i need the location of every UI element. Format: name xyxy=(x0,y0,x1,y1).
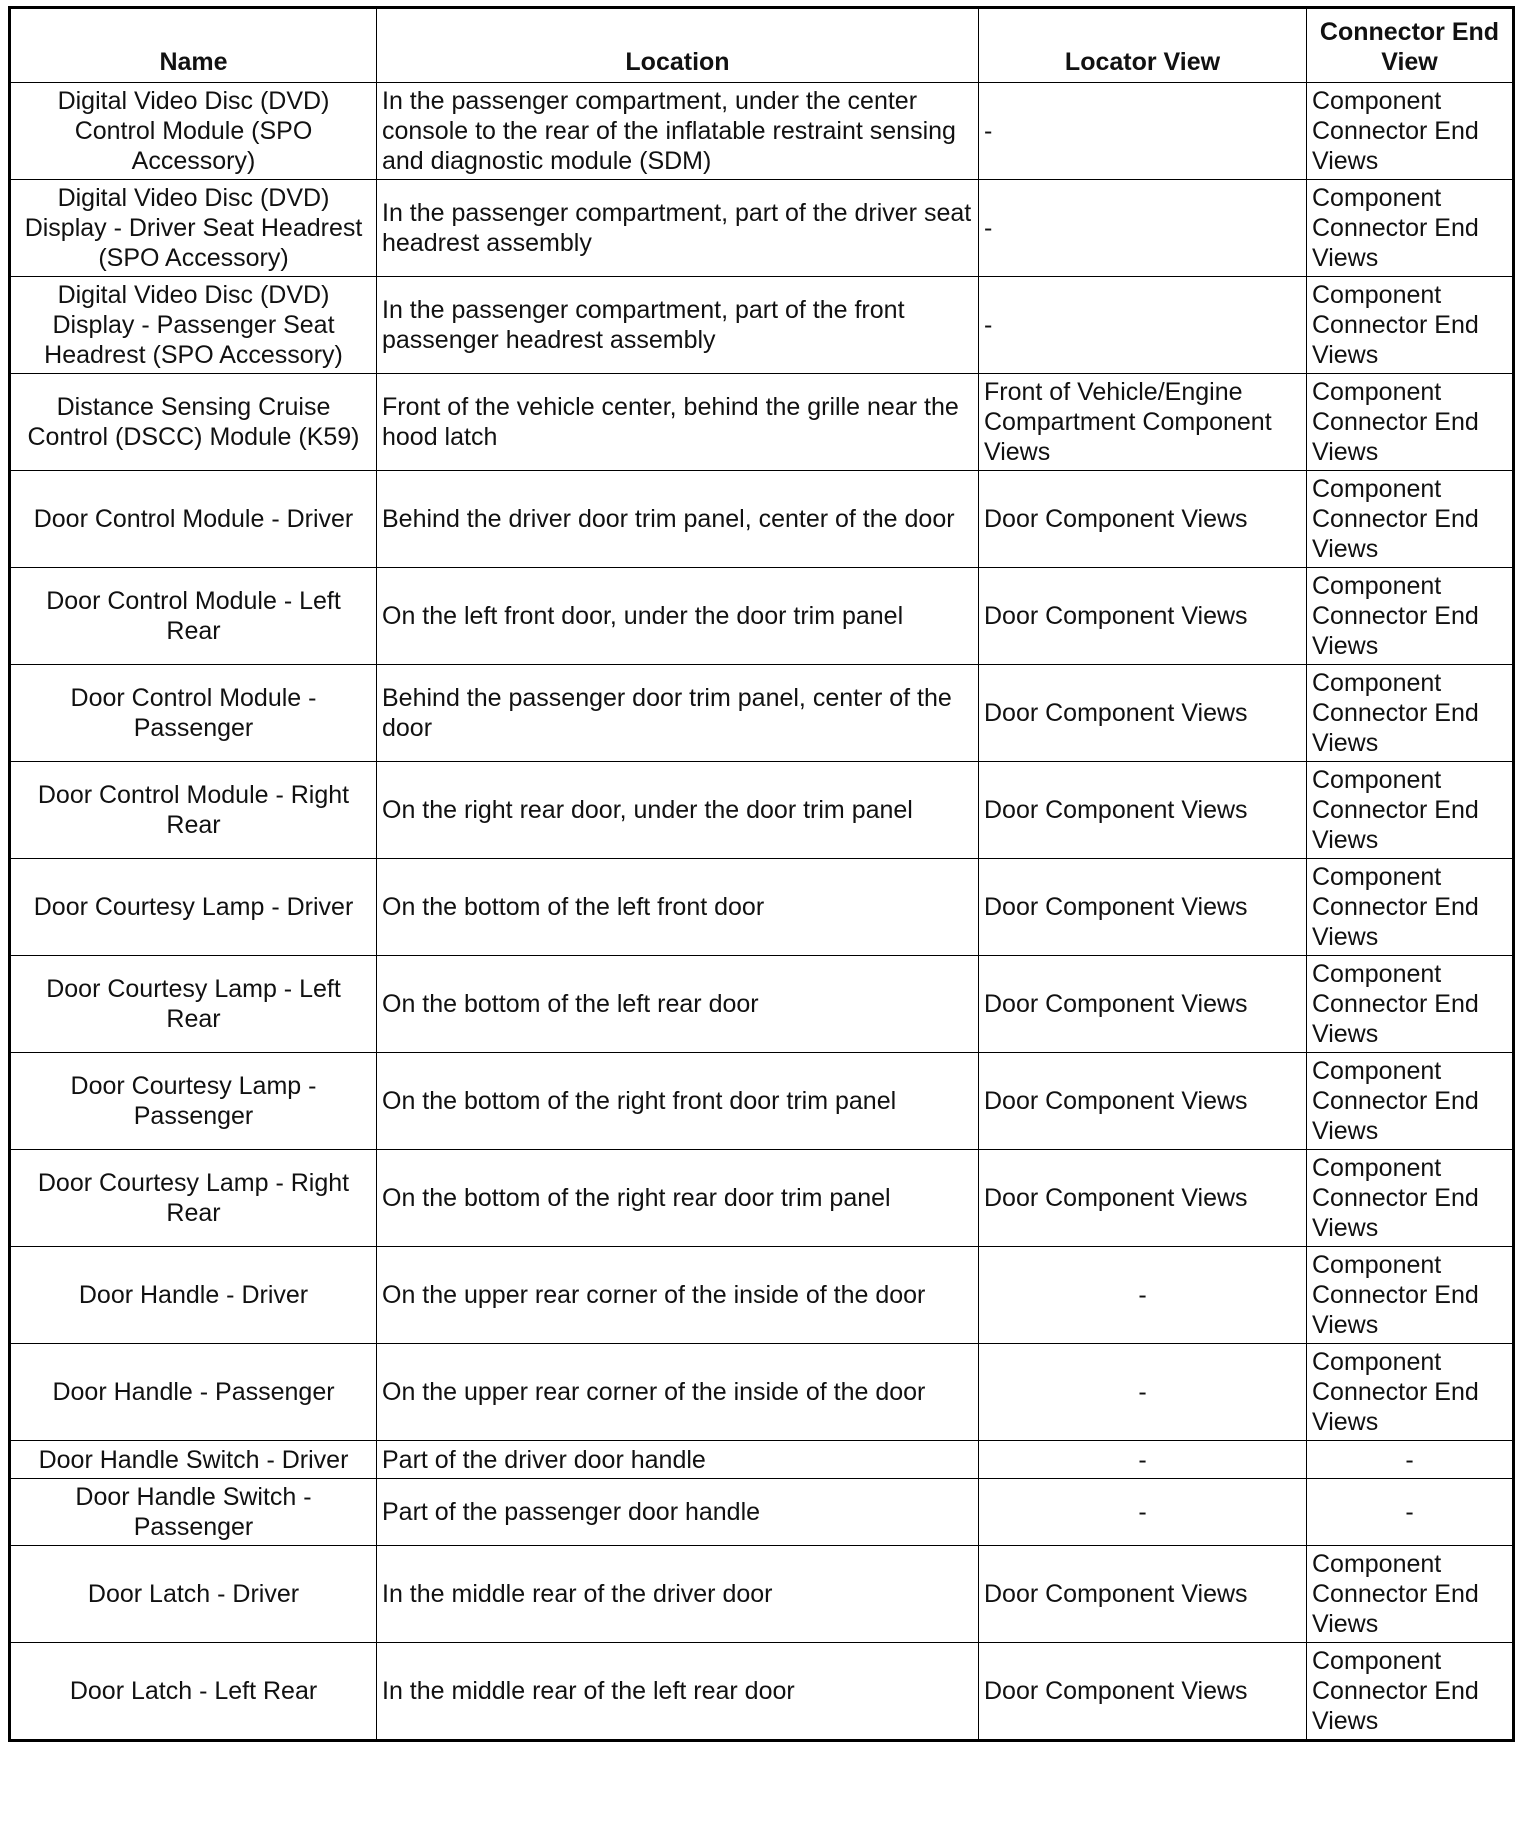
cell-name: Digital Video Disc (DVD) Display - Passenger Seat Headrest (SPO Accessory) xyxy=(10,277,377,374)
cell-locator-view: - xyxy=(979,1344,1307,1441)
cell-name: Door Courtesy Lamp - Right Rear xyxy=(10,1150,377,1247)
cell-location: In the middle rear of the left rear door xyxy=(377,1643,979,1741)
table-row xyxy=(10,665,1514,762)
header-row xyxy=(10,8,1514,83)
cell-location: On the upper rear corner of the inside of the door xyxy=(377,1247,979,1344)
cell-locator-view: Door Component Views xyxy=(979,471,1307,568)
cell-name: Door Latch - Driver xyxy=(10,1546,377,1643)
table-row xyxy=(10,83,1514,180)
cell-location: On the bottom of the left rear door xyxy=(377,956,979,1053)
cell-location: In the passenger compartment, part of the driver seat headrest assembly xyxy=(377,180,979,277)
cell-name: Door Handle - Passenger xyxy=(10,1344,377,1441)
header-name: Name xyxy=(10,8,377,83)
cell-connector-end-view: Component Connector End Views xyxy=(1307,568,1514,665)
cell-locator-view: - xyxy=(979,1247,1307,1344)
cell-name: Door Handle Switch - Driver xyxy=(10,1441,377,1479)
table-row xyxy=(10,180,1514,277)
cell-name: Door Courtesy Lamp - Driver xyxy=(10,859,377,956)
table-row xyxy=(10,1344,1514,1441)
cell-connector-end-view: Component Connector End Views xyxy=(1307,762,1514,859)
cell-locator-view: - xyxy=(979,277,1307,374)
cell-locator-view: - xyxy=(979,83,1307,180)
cell-locator-view: Front of Vehicle/Engine Compartment Component Views xyxy=(979,374,1307,471)
cell-location: Front of the vehicle center, behind the grille near the hood latch xyxy=(377,374,979,471)
table-row xyxy=(10,277,1514,374)
cell-name: Door Handle - Driver xyxy=(10,1247,377,1344)
cell-connector-end-view: Component Connector End Views xyxy=(1307,1053,1514,1150)
cell-location: On the bottom of the right rear door trim panel xyxy=(377,1150,979,1247)
cell-location: Part of the passenger door handle xyxy=(377,1479,979,1546)
cell-locator-view: - xyxy=(979,180,1307,277)
cell-connector-end-view: Component Connector End Views xyxy=(1307,1643,1514,1741)
cell-locator-view: Door Component Views xyxy=(979,568,1307,665)
cell-connector-end-view: Component Connector End Views xyxy=(1307,1247,1514,1344)
cell-connector-end-view: Component Connector End Views xyxy=(1307,859,1514,956)
cell-connector-end-view: - xyxy=(1307,1441,1514,1479)
table-row xyxy=(10,1441,1514,1479)
cell-location: In the passenger compartment, part of the front passenger headrest assembly xyxy=(377,277,979,374)
cell-name: Door Control Module - Left Rear xyxy=(10,568,377,665)
cell-location: On the bottom of the left front door xyxy=(377,859,979,956)
component-locator-table-container xyxy=(8,6,1512,1742)
cell-locator-view: Door Component Views xyxy=(979,859,1307,956)
cell-name: Door Handle Switch - Passenger xyxy=(10,1479,377,1546)
cell-connector-end-view: Component Connector End Views xyxy=(1307,1546,1514,1643)
table-row xyxy=(10,859,1514,956)
table-row xyxy=(10,1479,1514,1546)
header-location: Location xyxy=(377,8,979,83)
cell-name: Door Control Module - Right Rear xyxy=(10,762,377,859)
cell-locator-view: Door Component Views xyxy=(979,1053,1307,1150)
cell-name: Digital Video Disc (DVD) Display - Driver Seat Headrest (SPO Accessory) xyxy=(10,180,377,277)
cell-connector-end-view: Component Connector End Views xyxy=(1307,956,1514,1053)
cell-connector-end-view: - xyxy=(1307,1479,1514,1546)
cell-location: In the middle rear of the driver door xyxy=(377,1546,979,1643)
cell-location: In the passenger compartment, under the center console to the rear of the inflatable restraint sensing and diagnostic module (SDM) xyxy=(377,83,979,180)
header-locator-view: Locator View xyxy=(979,8,1307,83)
cell-name: Distance Sensing Cruise Control (DSCC) Module (K59) xyxy=(10,374,377,471)
table-row xyxy=(10,1053,1514,1150)
cell-connector-end-view: Component Connector End Views xyxy=(1307,83,1514,180)
cell-connector-end-view: Component Connector End Views xyxy=(1307,665,1514,762)
table-row xyxy=(10,471,1514,568)
cell-location: On the left front door, under the door trim panel xyxy=(377,568,979,665)
cell-name: Door Latch - Left Rear xyxy=(10,1643,377,1741)
cell-location: On the right rear door, under the door trim panel xyxy=(377,762,979,859)
cell-connector-end-view: Component Connector End Views xyxy=(1307,277,1514,374)
cell-locator-view: - xyxy=(979,1441,1307,1479)
table-row xyxy=(10,1150,1514,1247)
header-connector-end-view: Connector End View xyxy=(1307,8,1514,83)
cell-locator-view: Door Component Views xyxy=(979,1546,1307,1643)
cell-connector-end-view: Component Connector End Views xyxy=(1307,1344,1514,1441)
cell-location: On the upper rear corner of the inside of the door xyxy=(377,1344,979,1441)
table-row xyxy=(10,956,1514,1053)
table-row xyxy=(10,1643,1514,1741)
cell-locator-view: - xyxy=(979,1479,1307,1546)
cell-locator-view: Door Component Views xyxy=(979,665,1307,762)
cell-name: Door Courtesy Lamp - Left Rear xyxy=(10,956,377,1053)
cell-locator-view: Door Component Views xyxy=(979,1150,1307,1247)
cell-connector-end-view: Component Connector End Views xyxy=(1307,180,1514,277)
cell-connector-end-view: Component Connector End Views xyxy=(1307,1150,1514,1247)
cell-locator-view: Door Component Views xyxy=(979,1643,1307,1741)
cell-locator-view: Door Component Views xyxy=(979,762,1307,859)
cell-name: Door Courtesy Lamp - Passenger xyxy=(10,1053,377,1150)
cell-connector-end-view: Component Connector End Views xyxy=(1307,471,1514,568)
cell-connector-end-view: Component Connector End Views xyxy=(1307,374,1514,471)
table-row xyxy=(10,1247,1514,1344)
table-row xyxy=(10,374,1514,471)
cell-location: On the bottom of the right front door trim panel xyxy=(377,1053,979,1150)
table-row xyxy=(10,568,1514,665)
cell-name: Door Control Module - Driver xyxy=(10,471,377,568)
component-locator-table xyxy=(8,6,1515,1742)
cell-location: Behind the driver door trim panel, center of the door xyxy=(377,471,979,568)
cell-name: Digital Video Disc (DVD) Control Module (SPO Accessory) xyxy=(10,83,377,180)
cell-location: Behind the passenger door trim panel, center of the door xyxy=(377,665,979,762)
cell-location: Part of the driver door handle xyxy=(377,1441,979,1479)
cell-locator-view: Door Component Views xyxy=(979,956,1307,1053)
cell-name: Door Control Module - Passenger xyxy=(10,665,377,762)
table-row xyxy=(10,1546,1514,1643)
table-row xyxy=(10,762,1514,859)
